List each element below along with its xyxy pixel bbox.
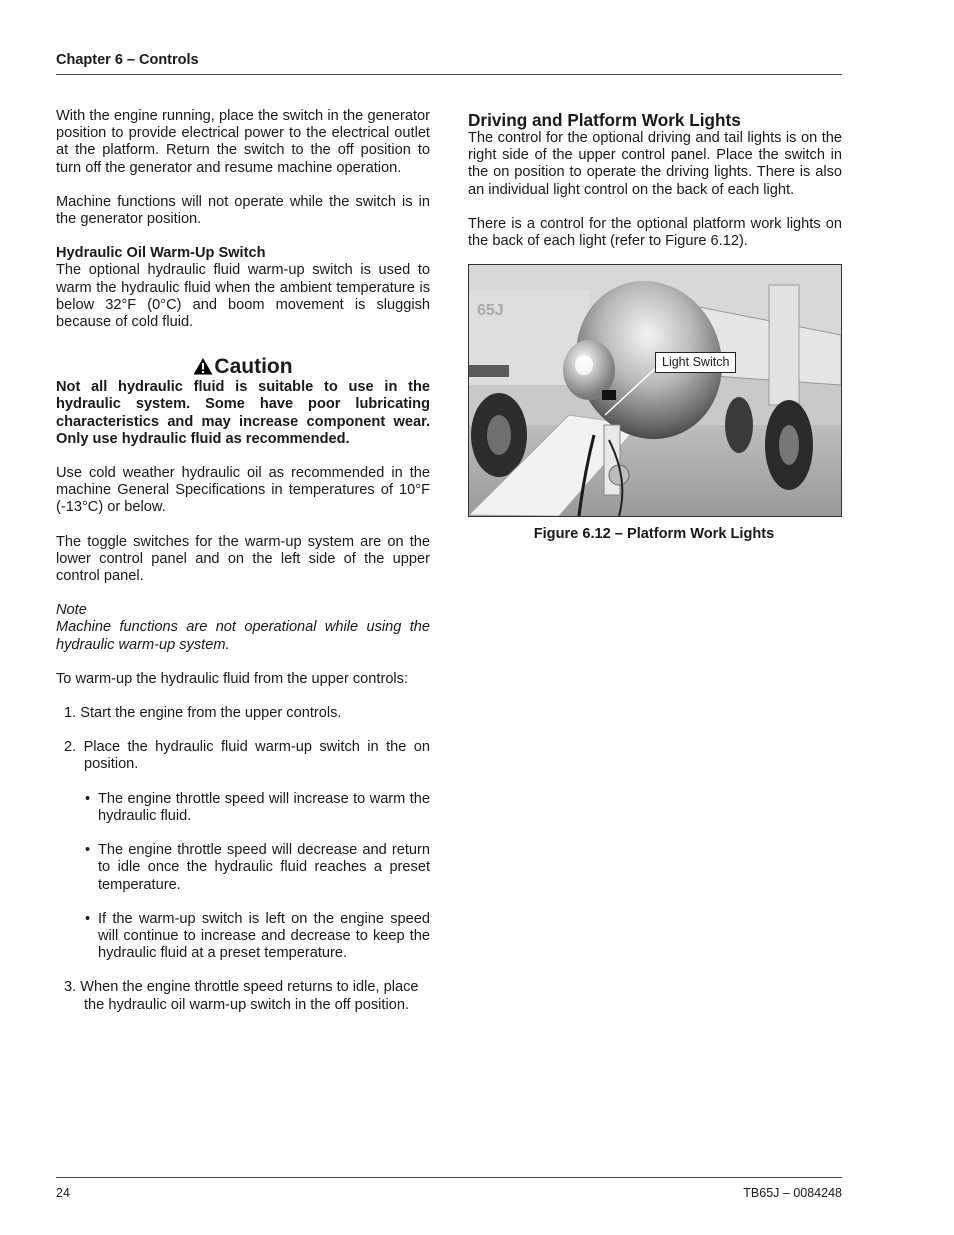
caution-text: Not all hydraulic fluid is suitable to use in the hydraulic system. Some have poor lubricating characteristics and may increase component wear. Only use hydraulic fluid as recommended. <box>56 379 430 447</box>
footer-rule <box>56 1177 842 1178</box>
platform-work-lights-photo <box>468 264 842 517</box>
note-label: Note <box>56 602 87 619</box>
caution-label: Caution <box>214 355 293 379</box>
figure-caption: Figure 6.12 – Platform Work Lights <box>533 526 775 542</box>
note-text: Machine functions are not operational while using the hydraulic warm-up system. <box>56 619 430 653</box>
light-switch-callout: Light Switch <box>655 352 736 373</box>
warmup-intro-paragraph: To warm-up the hydraulic fluid from the upper controls: <box>56 670 409 687</box>
lights-heading: Driving and Platform Work Lights <box>468 110 741 130</box>
warning-icon <box>193 357 213 375</box>
toggle-switch-paragraph: The toggle switches for the warm-up system are on the lower control panel and on the left side of the upper control panel. <box>56 533 430 585</box>
generator-paragraph: With the engine running, place the switch in the generator position to provide electrical power to the electrical outlet at the platform. Return the switch to the off position to turn off the generator and resume machine operation. <box>56 108 430 176</box>
header-rule <box>56 74 842 75</box>
bullet-item: • If the warm-up switch is left on the engine speed will continue to increase and decrease to keep the hydraulic fluid at a preset temperature. <box>85 910 430 962</box>
lights-paragraph: The control for the optional driving and tail lights is on the right side of the upper control panel. Place the switch in the on position to operate the driving lights. There is also an individual light control on the back of each light. <box>468 130 842 198</box>
left-column <box>56 108 430 1014</box>
step-2: 2. Place the hydraulic fluid warm-up switch in the on position. <box>64 739 430 773</box>
generator-note-paragraph: Machine functions will not operate while the switch is in the generator position. <box>56 193 430 228</box>
right-column <box>468 110 842 250</box>
work-light-illustration <box>469 265 841 516</box>
machine-model-text: 65J <box>477 302 504 319</box>
bullet-item: • The engine throttle speed will decrease and return to idle once the hydraulic fluid reaches a preset temperature. <box>85 842 430 893</box>
work-lights-paragraph: There is a control for the optional platform work lights on the back of each light (refer to Figure 6.12). <box>468 215 842 250</box>
step-1: 1. Start the engine from the upper controls. <box>64 705 342 722</box>
bullet-item: • The engine throttle speed will increase to warm the hydraulic fluid. <box>85 790 430 824</box>
warmup-subheading: Hydraulic Oil Warm-Up Switch <box>56 245 266 262</box>
warmup-paragraph: The optional hydraulic fluid warm-up switch is used to warm the hydraulic fluid when the ambient temperature is below 32°F (0°C) and boom movement is sluggish because of cold fluid. <box>56 262 430 331</box>
step-3: 3. When the engine throttle speed returns to idle, place the hydraulic oil warm-up switch in the off position. <box>64 979 419 1013</box>
document-id: TB65J – 0084248 <box>743 1186 842 1200</box>
caution-heading <box>56 354 430 380</box>
page-number: 24 <box>56 1186 70 1200</box>
cold-weather-paragraph: Use cold weather hydraulic oil as recommended in the machine General Specifications in temperatures of 10°F (-13°C) or below. <box>56 465 430 516</box>
page-header-title: Chapter 6 – Controls <box>56 52 199 68</box>
